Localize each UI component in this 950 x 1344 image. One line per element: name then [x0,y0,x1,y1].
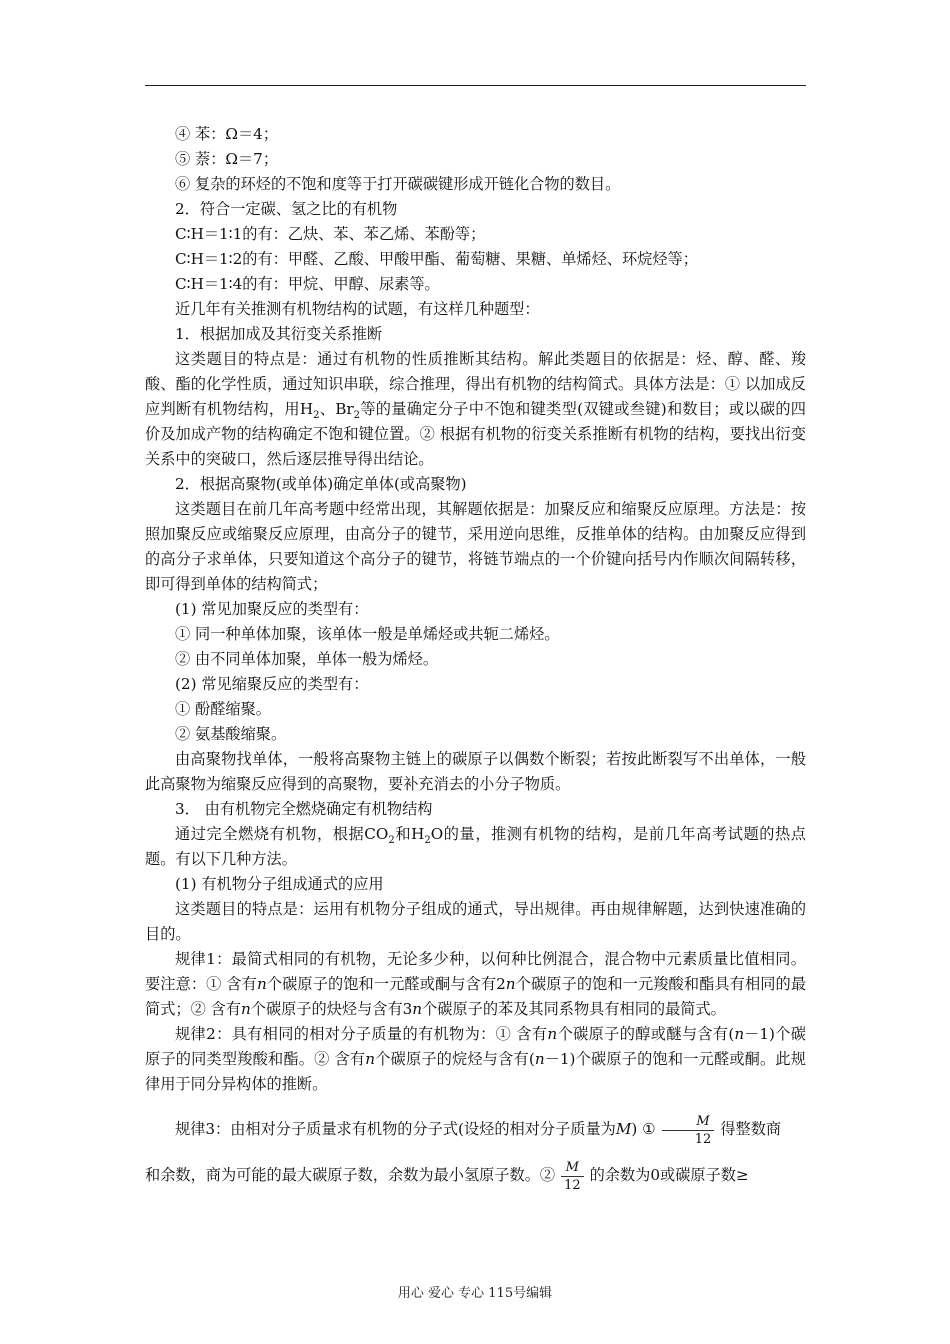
text-line: ④ 苯：Ω＝4； [175,125,279,143]
paragraph: 这类题目在前几年高考题中经常出现，其解题依据是：加聚反应和缩聚反应原理。方法是：按照加聚反应或缩聚反应原理，由高分子的键节，采用逆向思维，反推单体的结构。由加聚反应得到的高分子求单体，只要知道这个高分子的键节，将链节端点的一个价键向括号内作顺次间隔转移，即可得到单体的结构简式； [145,500,806,593]
section-heading: 1．根据加成及其衍变关系推断 [175,325,383,343]
rule-paragraph-continued: 和余数，商为可能的最大碳原子数，余数为最小氢原子数。② $\frac{M}{12}$ 的余数为0或碳原子数≥ [145,1159,749,1193]
section-heading: (1) 有机物分子组成通式的应用 [175,875,384,893]
rule-paragraph: 规律2：具有相同的相对分子质量的有机物为：① 含有n个碳原子的醇或醚与含有(n－1)个碳原子的同类型羧酸和酯。② 含有n个碳原子的烷烃与含有(n－1)个碳原子的饱和一元醛或酮。此规律用于同分异构体的推断。 [145,1025,806,1093]
document-body [145,122,806,1197]
page-footer: 用心 爱心 专心 115号编辑 [397,1286,553,1301]
section-heading: 3． 由有机物完全燃烧确定有机物结构 [175,800,433,818]
header-rule [145,85,806,86]
text-line: C∶H＝1∶4的有：甲烷、甲醇、尿素等。 [175,275,440,293]
paragraph: 通过完全燃烧有机物，根据$CO_2$和$H_2O$的量，推测有机物的结构，是前几年高考试题的热点题。有以下几种方法。 [145,825,806,868]
section-heading: 2．符合一定碳、氢之比的有机物 [175,200,398,218]
text-line: ⑥ 复杂的环烃的不饱和度等于打开碳碳键形成开链化合物的数目。 [175,175,621,193]
list-item: (1) 常见加聚反应的类型有： [175,600,369,618]
list-item: ① 酚醛缩聚。 [175,700,271,718]
fraction: $\frac{M}{12}$ [662,1113,715,1148]
section-heading: 2．根据高聚物(或单体)确定单体(或高聚物) [175,475,467,493]
text-line: ⑤ 萘：Ω＝7； [175,150,279,168]
paragraph: 由高聚物找单体，一般将高聚物主链上的碳原子以偶数个断裂；若按此断裂写不出单体，一般此高聚物为缩聚反应得到的高聚物，要补充消去的小分子物质。 [145,750,806,793]
rule-paragraph: 规律3：由相对分子质量求有机物的分子式(设烃的相对分子质量为M) ① $\frac{M}{12}$ 得整数商 [175,1113,782,1147]
list-item: ① 同一种单体加聚，该单体一般是单烯烃或共轭二烯烃。 [175,625,560,643]
text-line: C∶H＝1∶1的有：乙炔、苯、苯乙烯、苯酚等； [175,225,486,243]
list-item: ② 氨基酸缩聚。 [175,725,287,743]
fraction: $\frac{M}{12}$ [561,1159,584,1194]
text-line: C∶H＝1∶2的有：甲醛、乙酸、甲酸甲酯、葡萄糖、果糖、单烯烃、环烷烃等； [175,250,698,268]
list-item: (2) 常见缩聚反应的类型有： [175,675,369,693]
text-line: 近几年有关推测有机物结构的试题，有这样几种题型： [175,300,540,318]
paragraph: 这类题目的特点是：运用有机物分子组成的通式，导出规律。再由规律解题，达到快速准确的目的。 [145,900,806,943]
rule-paragraph: 规律1：最简式相同的有机物，无论多少种，以何种比例混合，混合物中元素质量比值相同。要注意：① 含有n个碳原子的饱和一元醛或酮与含有2n个碳原子的饱和一元羧酸和酯具有相同的最简式；② 含有n个碳原子的炔烃与含有3n个碳原子的苯及其同系物具有相同的最简式。 [145,950,807,1018]
paragraph: 这类题目的特点是：通过有机物的性质推断其结构。解此类题目的依据是：烃、醇、醛、羧酸、酯的化学性质，通过知识串联，综合推理，得出有机物的结构简式。具体方法是：① 以加成反应判断有机物结构，用$H_2$、$Br_2$等的量确定分子中不饱和键类型(双键或叁键)和数目；或以碳的四价及加成产物的结构确定不饱和键位置。② 根据有机物的衍变关系推断有机物的结构，要找出衍变关系中的突破口，然后逐层推导得出结论。 [145,350,806,468]
list-item: ② 由不同单体加聚，单体一般为烯烃。 [175,650,439,668]
